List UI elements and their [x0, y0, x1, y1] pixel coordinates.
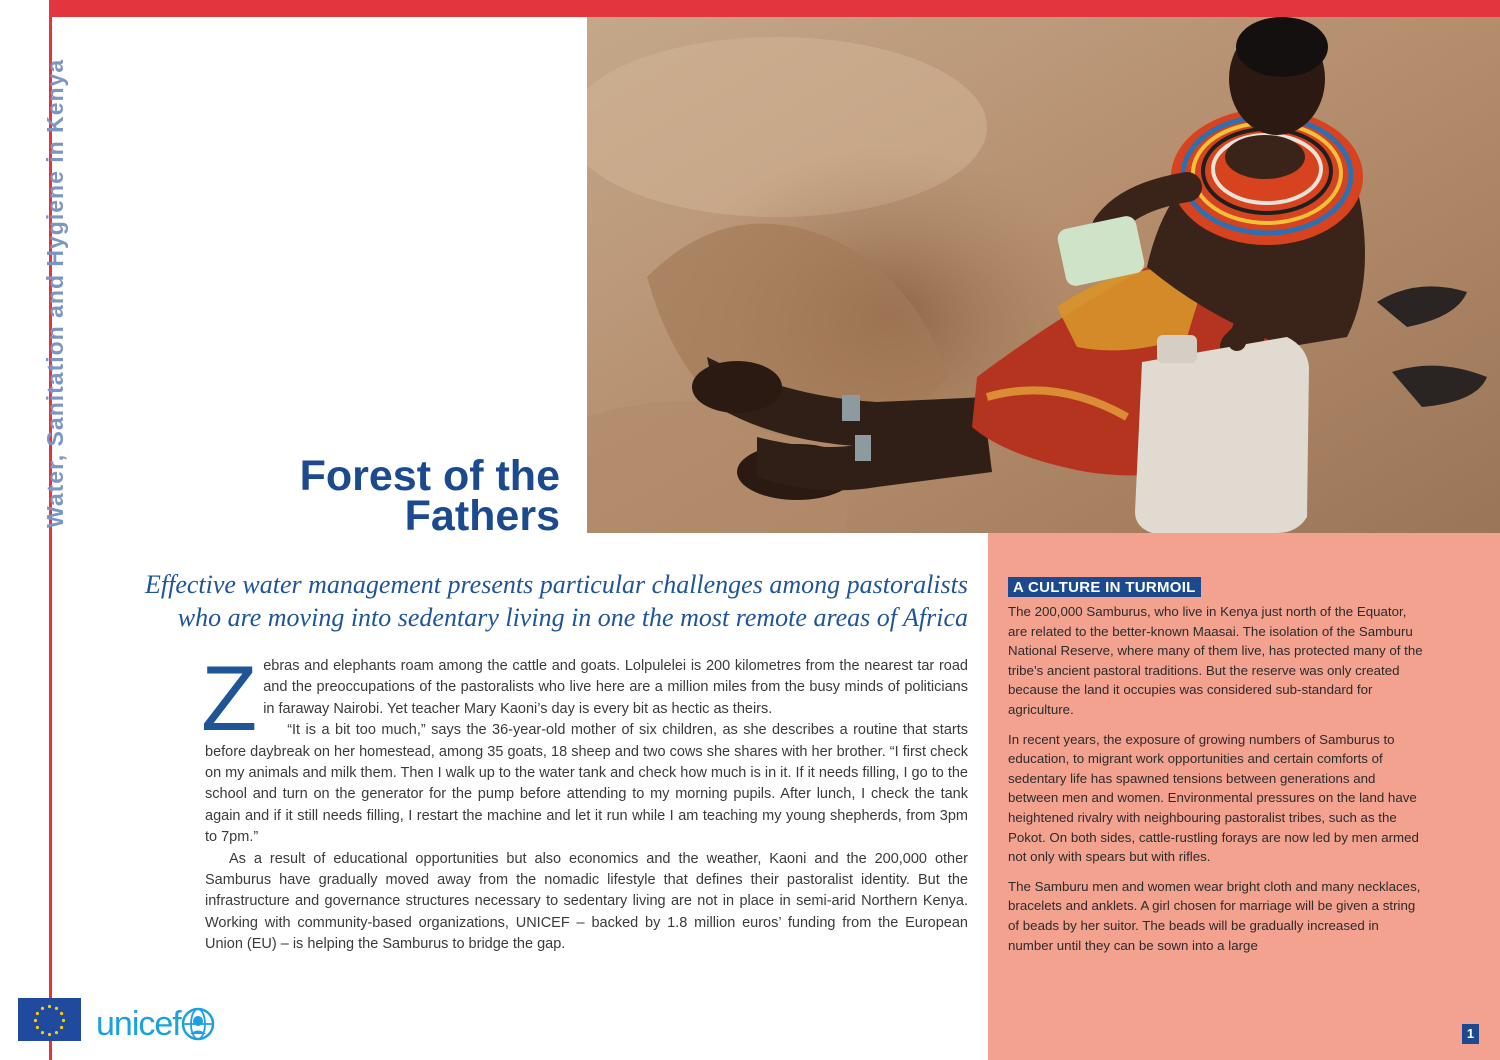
unicef-wordmark: unicef — [96, 1004, 181, 1043]
title-line-2: Fathers — [404, 492, 560, 540]
sidebar-box — [988, 533, 1500, 1060]
side-title-container — [0, 0, 68, 540]
sidebar-body — [1008, 602, 1423, 965]
sidebar-paragraph-3: The Samburu men and women wear bright cloth and many necklaces, bracelets and anklets. A girl chosen for marriage will be given a string of beads by her suitor. The beads will be gradually increased in number until they can be sown into a large — [1008, 878, 1421, 953]
sidebar-heading: A CULTURE IN TURMOIL — [1008, 577, 1201, 597]
body-paragraph-2: “It is a bit too much,” says the 36-year-old mother of six children, as she describes a routine that starts before daybreak on her homestead, among 35 goats, 18 sheep and two cows she shares with her brother. “I first check on my animals and milk them. Then I walk up to the water tank and check how much is in it. If it needs filling, I go to the school and turn on the generator for the pump before attending to my morning pupils. After lunch, I check the tank again and if it still needs filling, I restart the machine and let it run while I am teaching my young shepherds, from 3pm to 7pm.” — [205, 722, 968, 846]
article-title — [160, 452, 560, 540]
sidebar-paragraph-1: The 200,000 Samburus, who live in Kenya just north of the Equator, are related to the better-known Maasai. The isolation of the Samburu National Reserve, where many of them live, has protected many of the tribe’s ancient pastoral traditions. But the reserve was only created because the land it occupies was considered sub-standard for agriculture. — [1008, 604, 1423, 717]
side-title: Water, Sanitation and Hygiene in Kenya — [42, 58, 68, 528]
top-accent-bar — [50, 0, 1500, 17]
eu-flag-logo — [18, 998, 81, 1041]
article-body — [201, 648, 968, 956]
drop-cap: Z — [201, 648, 258, 750]
body-paragraph-1: Zebras and elephants roam among the cattle and goats. Lolpulelei is 200 kilometres from the nearest tar road and the preoccupations of the pastoralists who live here are a million miles from the busy minds of politicians in faraway Nairobi. Yet teacher Mary Kaoni’s day is every bit as hectic as theirs. — [201, 648, 968, 750]
article-subtitle: Effective water management presents particular challenges among pastoralists who are moving into sedentary living in one the most remote areas of Africa — [145, 570, 968, 632]
title-line-1: Forest of the — [299, 452, 560, 500]
page-number: 1 — [1462, 1024, 1479, 1044]
jerrycan — [1135, 337, 1309, 533]
unicef-globe-icon — [181, 1007, 215, 1041]
article-photo — [587, 17, 1500, 533]
sidebar-paragraph-2: In recent years, the exposure of growing numbers of Samburus to education, to migrant work opportunities and certain comforts of sedentary life has spawned tensions between generations and between men and women. Environmental pressures on the land have heightened rivalry with neighbouring pastoralist tribes, such as the Pokot. On both sides, cattle-rustling forays are now led by men armed not only with spears but with rifles. — [1008, 731, 1419, 865]
eu-star-circle-icon — [34, 1005, 65, 1036]
body-paragraph-3: As a result of educational opportunities but also economics and the weather, Kaoni and the 200,000 other Samburus have gradually moved away from the nomadic lifestyle that defines their pastoralist identity. But the infrastructure and governance structures necessary to sedentary living are not in place in semi-arid Northern Kenya. Working with community-based organizations, UNICEF – backed by 1.8 million euros’ funding from the European Union (EU) – is helping the Samburus to bridge the gap. — [205, 850, 968, 953]
unicef-logo — [96, 1004, 215, 1044]
